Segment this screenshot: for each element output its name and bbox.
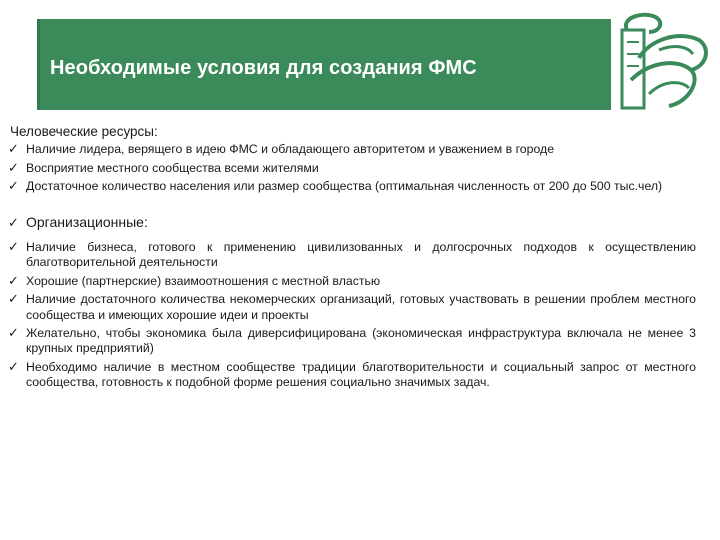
organizational-heading-row <box>8 215 696 231</box>
checkmark-icon: ✓ <box>8 326 19 342</box>
human-resources-heading: Человеческие ресурсы: <box>10 124 158 139</box>
checkmark-icon: ✓ <box>8 142 19 158</box>
list-item <box>8 240 696 271</box>
title-banner <box>37 19 611 110</box>
logo <box>619 10 711 110</box>
list-item-text: Желательно, чтобы экономика была диверсифицирована (экономическая инфраструктура включала не менее 3 крупных предприятий) <box>26 326 696 356</box>
list-item-text: Достаточное количество населения или размер сообщества (оптимальная численность от 200 до 500 тыс.чел) <box>26 179 663 194</box>
slide-content <box>8 124 696 394</box>
list-item-text: Наличие бизнеса, готового к применению цивилизованных и долгосрочных подходов к осуществлению благотворительной деятельности <box>26 240 696 270</box>
list-item-text: Восприятие местного сообщества всеми жителями <box>26 160 319 175</box>
checkmark-icon: ✓ <box>8 359 19 375</box>
list-item <box>8 274 696 289</box>
list-item <box>8 179 696 194</box>
checkmark-icon: ✓ <box>8 292 19 308</box>
list-item-text: Наличие достаточного количества некомерческих организаций, готовых участвовать в решении проблем местного сообщества и имеющих хорошие идеи и проекты <box>26 292 696 322</box>
checkmark-icon: ✓ <box>8 160 19 176</box>
organizational-list <box>8 240 696 391</box>
page-title: Необходимые условия для создания ФМС <box>50 57 477 79</box>
human-resources-list <box>8 142 696 194</box>
list-item-text: Необходимо наличие в местном сообществе традиции благотворительности и социальный запрос от местного сообщества, готовность к подобной форме решения социально значимых задач. <box>26 359 696 390</box>
list-item <box>8 326 696 357</box>
checkmark-icon: ✓ <box>8 240 19 256</box>
green-swirl-logo-icon <box>619 10 711 110</box>
checkmark-icon: ✓ <box>8 179 19 195</box>
checkmark-icon: ✓ <box>8 215 19 231</box>
list-item <box>8 360 696 391</box>
list-item <box>8 161 696 176</box>
list-item-text: Хорошие (партнерские) взаимоотношения с местной властью <box>26 273 381 288</box>
checkmark-icon: ✓ <box>8 273 19 289</box>
list-item <box>8 292 696 323</box>
organizational-heading: Организационные: <box>26 213 148 230</box>
list-item-text: Наличие лидера, верящего в идею ФМС и обладающего авторитетом и уважением в городе <box>26 142 555 157</box>
list-item <box>8 142 696 157</box>
